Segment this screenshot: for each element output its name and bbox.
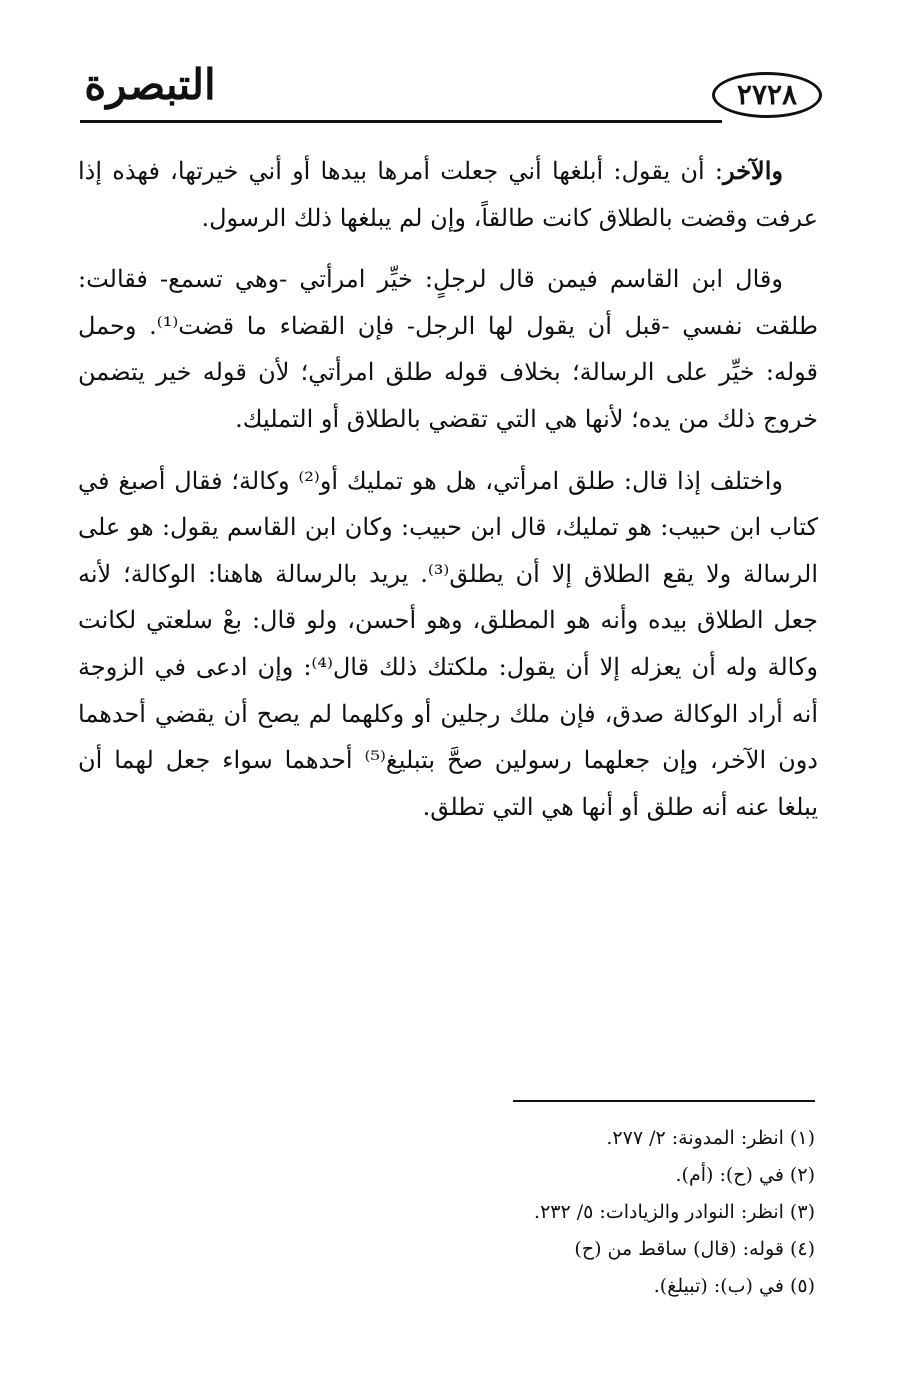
header-rule	[80, 120, 722, 123]
paragraph-1	[78, 148, 818, 241]
page-number: ٢٧٢٨	[712, 72, 822, 118]
paragraph-1-text: : أن يقول: أبلغها أني جعلت أمرها بيدها أو أني خيرتها، فهذه إذا عرفت وقضت بالطلاق كانت طالقاً، وإن لم يبلغها ذلك الرسول.	[78, 157, 818, 232]
body-text	[78, 148, 818, 845]
footnotes	[215, 1120, 815, 1305]
footnote-separator	[513, 1100, 815, 1102]
footnote-4: (٤) قوله: (قال) ساقط من (ح)	[574, 1238, 815, 1260]
footnote-1: (١) انظر: المدونة: ٢/ ٢٧٧.	[606, 1127, 815, 1149]
footnote-3: (٣) انظر: النوادر والزيادات: ٥/ ٢٣٢.	[534, 1201, 815, 1223]
running-title: التبصرة	[84, 60, 216, 109]
paragraph-3: واختلف إذا قال: طلق امرأتي، هل هو تمليك أو⁽²⁾ وكالة؛ فقال أصبغ في كتاب ابن حبيب: هو تمليك، قال ابن حبيب: وكان ابن القاسم يقول: هو على الرسالة ولا يقع الطلاق إلا أن يطلق⁽³⁾. يريد بالرسالة هاهنا: الوكالة؛ لأنه جعل الطلاق بيده وأنه هو المطلق، وهو أحسن، ولو قال: بعْ سلعتي لكانت وكالة وله أن يعزله إلا أن يقول: ملكتك ذلك قال⁽⁴⁾: وإن ادعى في الزوجة أنه أراد الوكالة صدق، فإن ملك رجلين أو وكلهما لم يصح أن يقضي أحدهما دون الآخر، وإن جعلهما رسولين صحَّ بتبليغ⁽⁵⁾ أحدهما سواء جعل لهما أن يبلغا عنه أنه طلق أو أنها هي التي تطلق.	[78, 466, 819, 821]
page-header	[80, 52, 822, 127]
footnote-5: (٥) في (ب): (تبيلغ).	[653, 1275, 815, 1297]
paragraph-2: وقال ابن القاسم فيمن قال لرجلٍ: خيِّر امرأتي -وهي تسمع- فقالت: طلقت نفسي -قبل أن يقول لها الرجل- فإن القضاء ما قضت⁽¹⁾. وحمل قوله: خيِّر على الرسالة؛ بخلاف قوله طلق امرأتي؛ لأن قوله خير يتضمن خروج ذلك من يده؛ لأنها هي التي تقضي بالطلاق أو التمليك.	[78, 265, 818, 433]
paragraph-lead: والآخر	[722, 156, 783, 185]
footnote-2: (٢) في (ح): (أم).	[675, 1164, 815, 1186]
